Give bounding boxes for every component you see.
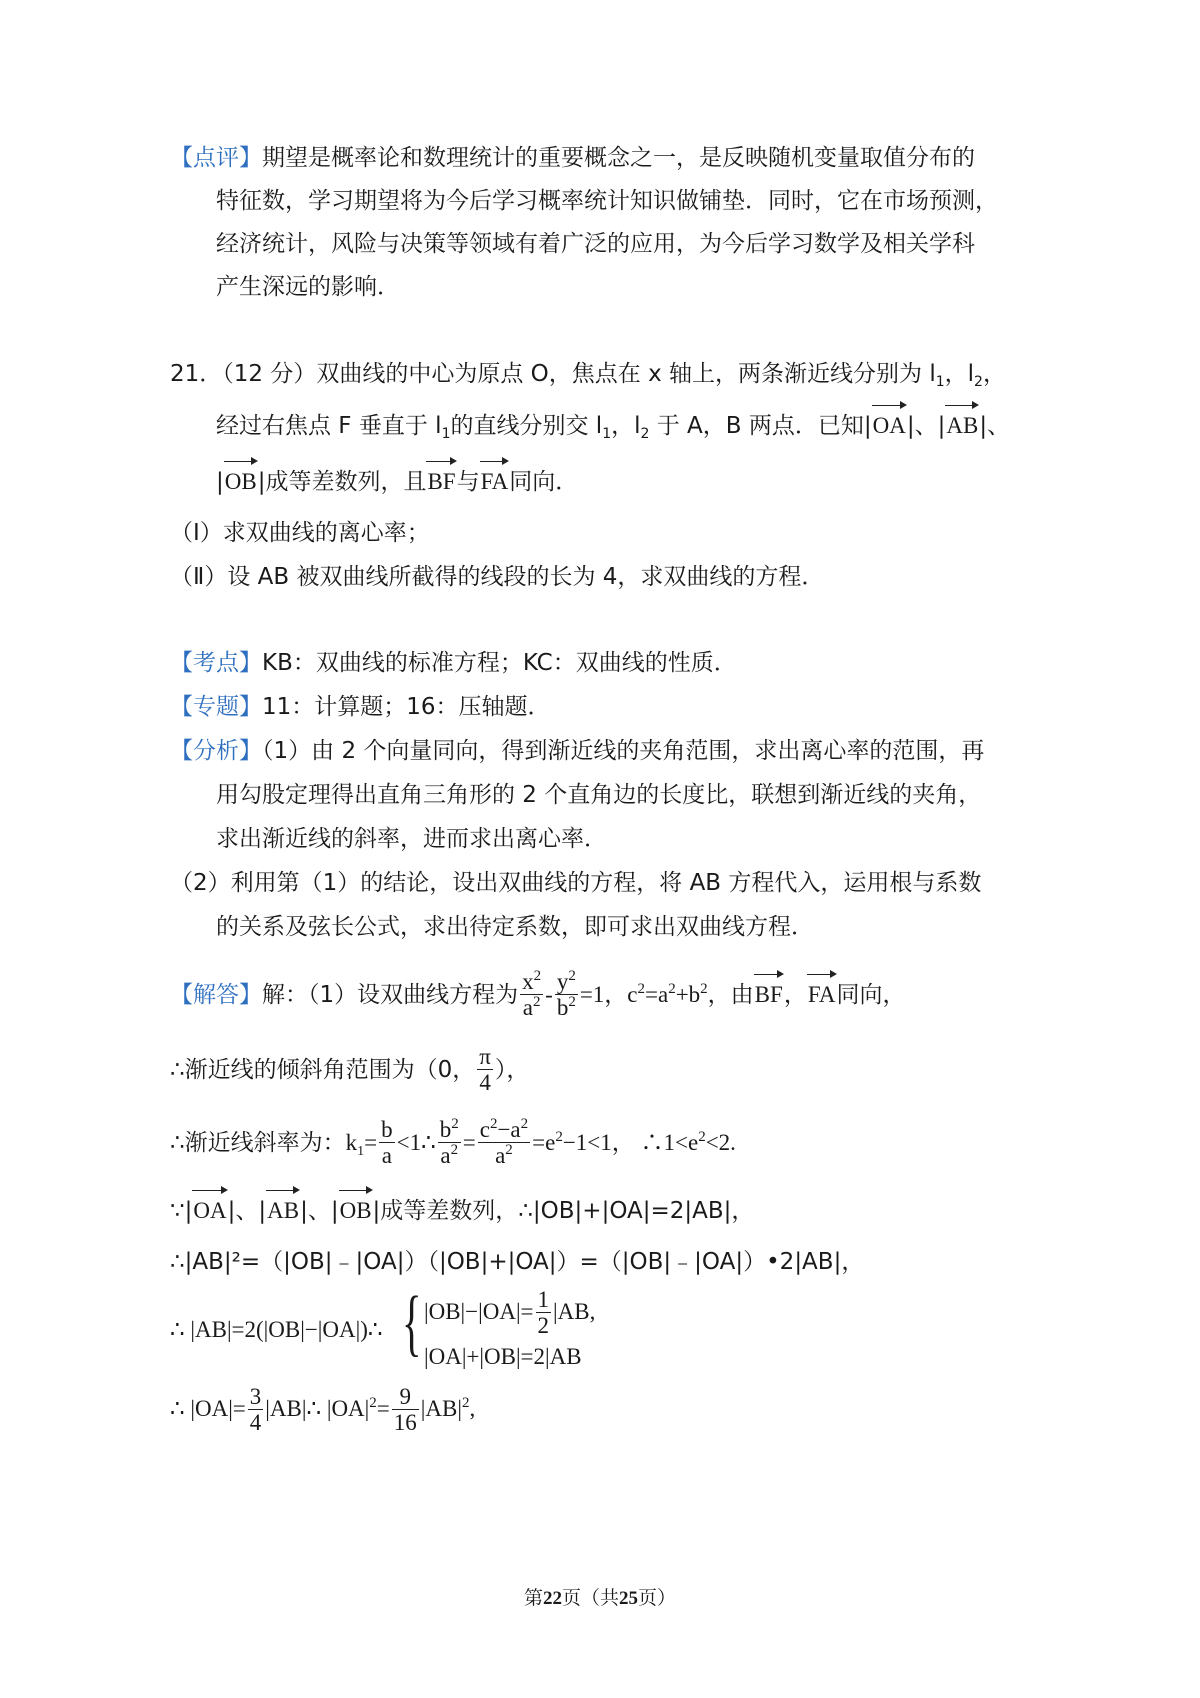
fenxi-text-1: （1）由 2 个向量同向，得到渐近线的夹角范围，求出离心率的范围，再 — [262, 738, 985, 764]
vector-oa-2: OA — [192, 1194, 227, 1228]
fenxi-tag: 【分析】 — [170, 738, 262, 764]
jieda-step-3b: 成等差数列，∴|OB|+|OA|=2|AB|， — [380, 1198, 755, 1224]
jieda-intro: 解：（1）设双曲线方程为 — [262, 982, 519, 1008]
fraction-b2-a2: $\frac{b^2}{a^2}$ — [439, 1116, 459, 1168]
vector-bf: BF — [426, 465, 456, 499]
problem-text-3b: 与 — [456, 469, 480, 495]
problem-number: 21． — [170, 361, 223, 387]
system-line-1-end: |AB — [553, 1298, 590, 1324]
review-text-3: 经济统计，风险与决策等领域有着广泛的应用，为今后学习数学及相关学科 — [216, 231, 975, 257]
problem-line-2: 经过右焦点 F 垂直于 $l_1$的直线分别交 $l_1$，$l_2$ 于 A，B 两点．已知|OA|、|AB|、 — [216, 409, 1010, 443]
problem-text-2: 经过右焦点 F 垂直于 l — [216, 413, 442, 439]
problem-line-3: |OB|成等差数列，且BF与FA同向． — [216, 465, 578, 499]
review-tag: 【点评】 — [170, 145, 262, 171]
system-line-1: |OB|−|OA|= $\frac{1}{2}$ |AB, — [424, 1287, 596, 1338]
jieda-step-3: ∵|OA|、|AB|、|OB|成等差数列，∴|OB|+|OA|=2|AB|， — [170, 1194, 754, 1228]
problem-text-3c: 同向． — [509, 469, 579, 495]
fraction-3-4: $\frac{3}{4}$ — [249, 1384, 262, 1435]
kaodian-tag: 【考点】 — [170, 650, 262, 676]
jieda-step-5a: ∴ |AB|=2(|OB|−|OA|)∴ — [170, 1317, 383, 1342]
footer-mid: 页（共 — [561, 1588, 619, 1609]
jieda-step-4: ∴|AB|²=（|OB|﹣|OA|）（|OB|+|OA|）=（|OB|﹣|OA|）•2|AB|， — [170, 1249, 865, 1275]
jieda-step-6-text: ∴ |OA|= — [170, 1395, 246, 1421]
fraction-9-16: $\frac{9}{16}$ — [393, 1384, 417, 1435]
vector-ab: AB — [945, 409, 979, 443]
fraction-1-2: $\frac{1}{2}$ — [537, 1287, 550, 1338]
fraction-x2-a2: $\frac{x^2}{a^2}$ — [522, 968, 542, 1020]
problem-text-2b: 的直线分别交 l — [450, 413, 603, 439]
problem-points: （12 分） — [222, 361, 317, 387]
jieda-tag: 【解答】 — [170, 982, 262, 1008]
jieda-step-1-text: ∴渐近线的倾斜角范围为（0， — [170, 1057, 476, 1083]
jieda-step-6: ∴ |OA|= $\frac{3}{4}$ |AB|∴ $|OA|^2=$ $\frac{9}{16}$ $|AB|^2$, — [170, 1384, 476, 1435]
fenxi-line-1 — [170, 734, 984, 768]
fenxi-text-5: 的关系及弦长公式，求出待定系数，即可求出双曲线方程． — [216, 914, 814, 940]
fenxi-text-4: （2）利用第（1）的结论，设出双曲线的方程，将 AB 方程代入，运用根与系数 — [170, 870, 982, 896]
footer-page-number: 22 — [542, 1588, 562, 1609]
jieda-mid: ，由 — [707, 982, 754, 1008]
problem-part-2: （Ⅱ）设 AB 被双曲线所截得的线段的长为 4，求双曲线的方程． — [170, 564, 825, 590]
vector-oa: OA — [872, 409, 907, 443]
problem-line-1: 21．（12 分）双曲线的中心为原点 O，焦点在 x 轴上，两条渐近线分别为 $l_1$，$l_2$， — [170, 361, 1006, 390]
jieda-step-5 — [170, 1313, 383, 1347]
zhuanti-text: 11：计算题；16：压轴题． — [262, 694, 551, 720]
jieda-step-1 — [170, 1045, 529, 1096]
vector-ob: OB — [224, 465, 258, 499]
review-text-4: 产生深远的影响． — [216, 274, 400, 300]
kaodian-line — [170, 646, 737, 680]
vector-ob-2: OB — [339, 1194, 373, 1228]
zhuanti-line — [170, 690, 551, 724]
problem-text-2c: 于 A，B 两点．已知 — [656, 413, 864, 439]
jieda-end: 同向， — [836, 982, 906, 1008]
fenxi-text-3: 求出渐近线的斜率，进而求出离心率． — [216, 826, 607, 852]
jieda-line-1: 【解答】解：（1）设双曲线方程为 $\frac{x^2}{a^2}$ - $\frac{y^2}{b^2}$ =1，$c^2=a^2+b^2$，由BF，FA同向， — [170, 968, 906, 1020]
review-text-1: 期望是概率论和数理统计的重要概念之一，是反映随机变量取值分布的 — [262, 145, 975, 171]
fraction-pi-4: $\frac{\pi}{4}$ — [479, 1044, 491, 1095]
fraction-c2a2-a2: $\frac{c^2-a^2}{a^2}$ — [479, 1116, 529, 1168]
system-line-2: |OA|+|OB|=2|AB — [424, 1344, 582, 1369]
fraction-b-a: $\frac{b}{a}$ — [381, 1117, 393, 1168]
vector-fa: FA — [480, 465, 510, 499]
vector-fa-2: FA — [807, 978, 837, 1012]
jieda-step-2: ∴渐近线斜率为：$k_1=$ $\frac{b}{a}$ <1∴ $\frac{b^2}{a^2}$ = $\frac{c^2-a^2}{a^2}$ $=e^2-1<1$， $\therefore 1<e^2<2$. — [170, 1116, 736, 1168]
review-text-2: 特征数，学习期望将为今后学习概率统计知识做铺垫．同时，它在市场预测， — [216, 188, 998, 214]
kaodian-text: KB：双曲线的标准方程；KC：双曲线的性质． — [262, 650, 737, 676]
footer-total-pages: 25 — [619, 1588, 638, 1609]
problem-text-3: 成等差数列，且 — [265, 469, 427, 495]
system-brace: { — [402, 1282, 422, 1364]
fenxi-text-2: 用勾股定理得出直角三角形的 2 个直角边的长度比，联想到渐近线的夹角， — [216, 782, 982, 808]
jieda-step-1-end: ）， — [494, 1057, 530, 1083]
zhuanti-tag: 【专题】 — [170, 694, 262, 720]
footer-post: 页） — [638, 1588, 677, 1609]
fraction-y2-b2: $\frac{y^2}{b^2}$ — [556, 968, 576, 1020]
problem-text-1: 双曲线的中心为原点 O，焦点在 x 轴上，两条渐近线分别为 l — [316, 361, 936, 387]
problem-part-1: （Ⅰ）求双曲线的离心率； — [170, 520, 430, 546]
vector-ab-2: AB — [266, 1194, 300, 1228]
footer-pre: 第 — [523, 1588, 543, 1609]
page-footer — [0, 1583, 1200, 1610]
review-line-1 — [170, 141, 975, 175]
jieda-step-3a: ∵ — [170, 1198, 185, 1224]
system-line-1-text: |OB|−|OA|= — [424, 1298, 534, 1324]
vector-bf-2: BF — [754, 978, 784, 1012]
jieda-step-2-text: ∴渐近线斜率为： — [170, 1130, 346, 1156]
